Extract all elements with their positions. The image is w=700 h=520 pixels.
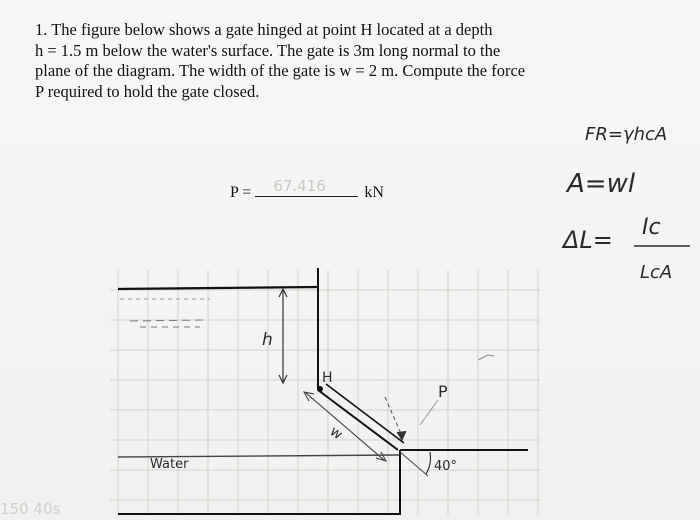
answer-unit: kN bbox=[364, 184, 384, 201]
problem-line: h = 1.5 m below the water's surface. The gate is 3m long normal to the bbox=[35, 40, 501, 60]
problem-line: 1. The figure below shows a gate hinged at point H located at a depth bbox=[35, 20, 493, 39]
hand-equation-delta: ΔL= bbox=[563, 226, 613, 254]
problem-line: plane of the diagram. The width of the gate is w = 2 m. Compute the force bbox=[35, 61, 526, 80]
hinge-label: H bbox=[322, 370, 333, 386]
gate-width-label: w bbox=[326, 423, 346, 444]
gate-width-dimension bbox=[306, 393, 384, 460]
pencil-mark bbox=[478, 355, 494, 360]
corner-smudge: 150 40s bbox=[0, 500, 61, 518]
force-p-label: P bbox=[438, 382, 448, 401]
gate-width-arrowhead bbox=[304, 392, 314, 401]
angle-ref bbox=[400, 452, 428, 476]
gate-width-arrowhead bbox=[376, 452, 386, 461]
water-label: Water bbox=[150, 457, 189, 472]
answer-prefix: P = bbox=[230, 184, 252, 201]
grid-paper bbox=[110, 270, 540, 515]
pencil-mark bbox=[420, 400, 438, 425]
angle-label: 40° bbox=[434, 459, 458, 474]
angle-arc bbox=[426, 452, 431, 474]
hand-equation-area: A=wl bbox=[567, 169, 636, 199]
depth-label: h bbox=[262, 330, 273, 350]
hand-equation-denominator: LcA bbox=[640, 262, 673, 283]
hand-equation-force: FR=γhcA bbox=[585, 124, 668, 145]
hand-equation-numerator: Ic bbox=[642, 215, 661, 240]
answer-ghost-value: 67.416 bbox=[273, 177, 326, 195]
problem-line: P required to hold the gate closed. bbox=[35, 81, 260, 101]
hinge-point bbox=[317, 386, 323, 392]
